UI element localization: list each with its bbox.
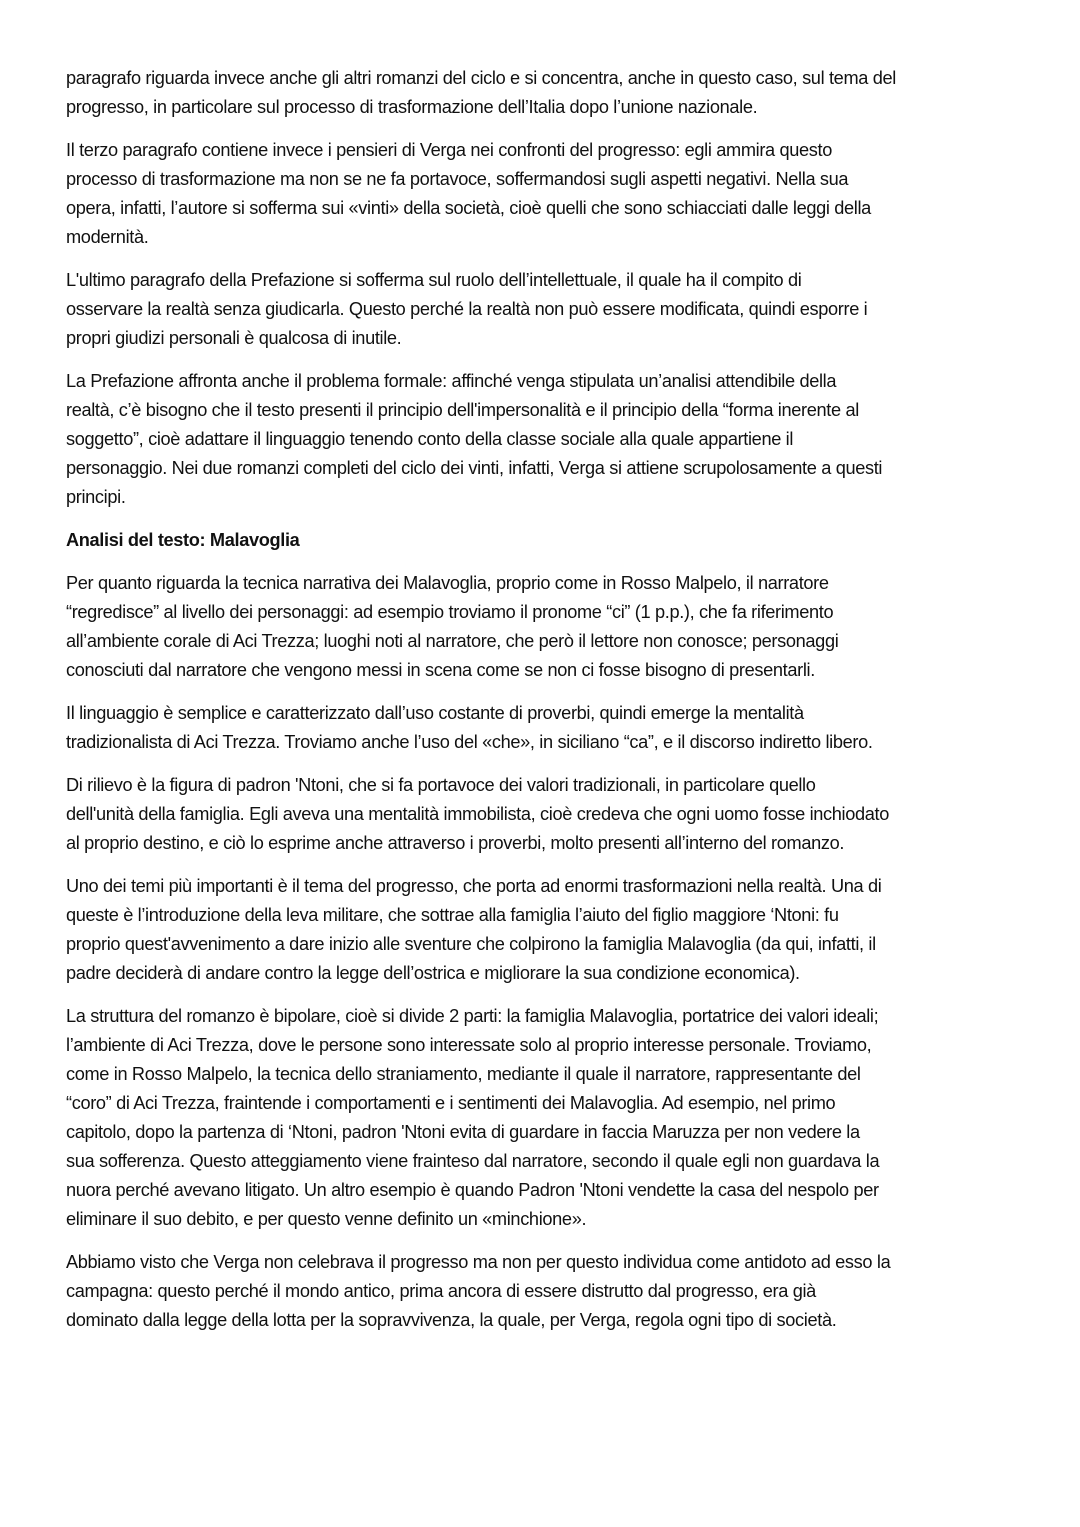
text-line: tradizionalista di Aci Trezza. Troviamo anche l’uso del «che», in siciliano “ca”, e il discorso indiretto libero.: [66, 732, 873, 752]
paragraph-language: [66, 699, 1026, 757]
paragraph-last-section: [66, 266, 1026, 353]
text-line: progresso, in particolare sul processo di trasformazione dell’Italia dopo l’unione nazionale.: [66, 97, 758, 117]
text-line: come in Rosso Malpelo, la tecnica dello straniamento, mediante il quale il narratore, rappresentante del: [66, 1064, 861, 1084]
text-line: capitolo, dopo la partenza di ‘Ntoni, padron 'Ntoni evita di guardare in faccia Maruzza per non vedere la: [66, 1122, 860, 1142]
text-line: soggetto”, cioè adattare il linguaggio tenendo conto della classe sociale alla quale appartiene il: [66, 429, 794, 449]
text-line: modernità.: [66, 227, 149, 247]
section-heading: Analisi del testo: Malavoglia: [66, 530, 300, 550]
text-line: personaggio. Nei due romanzi completi del ciclo dei vinti, infatti, Verga si attiene scrupolosamente a questi: [66, 458, 883, 478]
text-line: propri giudizi personali è qualcosa di inutile.: [66, 328, 402, 348]
paragraph-narrative-technique: [66, 569, 1026, 685]
text-line: “regredisce” al livello dei personaggi: ad esempio troviamo il pronome “ci” (1 p.p.), che fa riferimento: [66, 602, 834, 622]
text-line: opera, infatti, l’autore si sofferma sui «vinti» della società, cioè quelli che sono schiacciati dalle leggi della: [66, 198, 871, 218]
text-line: dell'unità della famiglia. Egli aveva una mentalità immobilista, cioè credeva che ogni uomo fosse inchiodato: [66, 804, 889, 824]
text-line: nuora perché avevano litigato. Un altro esempio è quando Padron 'Ntoni vendette la casa del nespolo per: [66, 1180, 879, 1200]
text-line: eliminare il suo debito, e per questo venne definito un «minchione».: [66, 1209, 587, 1229]
text-line: “coro” di Aci Trezza, fraintende i comportamenti e i sentimenti dei Malavoglia. Ad esempio, nel primo: [66, 1093, 836, 1113]
document-page: [66, 64, 1026, 1349]
paragraph-progress-theme: [66, 872, 1026, 988]
text-line: conosciuti dal narratore che vengono messi in scena come se non ci fosse bisogno di presentarli.: [66, 660, 815, 680]
paragraph-formal-problem: [66, 367, 1026, 512]
text-line: al proprio destino, e ciò lo esprime anche attraverso i proverbi, molto presenti all’interno del romanzo.: [66, 833, 845, 853]
text-line: Per quanto riguarda la tecnica narrativa dei Malavoglia, proprio come in Rosso Malpelo, il narratore: [66, 573, 829, 593]
text-line: l’ambiente di Aci Trezza, dove le persone sono interessate solo al proprio interesse personale. Troviamo,: [66, 1035, 872, 1055]
text-line: La struttura del romanzo è bipolare, cioè si divide 2 parti: la famiglia Malavoglia, portatrice dei valori ideali;: [66, 1006, 879, 1026]
text-line: proprio quest'avvenimento a dare inizio alle sventure che colpirono la famiglia Malavoglia (da qui, infatti, il: [66, 934, 876, 954]
text-line: all’ambiente corale di Aci Trezza; luoghi noti al narratore, che però il lettore non conosce; personaggi: [66, 631, 839, 651]
paragraph-conclusion: [66, 1248, 1026, 1335]
text-line: La Prefazione affronta anche il problema formale: affinché venga stipulata un’analisi attendibile della: [66, 371, 837, 391]
text-line: dominato dalla legge della lotta per la sopravvivenza, la quale, per Verga, regola ogni tipo di società.: [66, 1310, 837, 1330]
paragraph-structure: [66, 1002, 1026, 1234]
text-line: Abbiamo visto che Verga non celebrava il progresso ma non per questo individua come antidoto ad esso la: [66, 1252, 891, 1272]
text-line: paragrafo riguarda invece anche gli altri romanzi del ciclo e si concentra, anche in questo caso, sul tema del: [66, 68, 896, 88]
paragraph-padron-ntoni: [66, 771, 1026, 858]
text-line: Il terzo paragrafo contiene invece i pensieri di Verga nei confronti del progresso: egli ammira questo: [66, 140, 833, 160]
text-line: Di rilievo è la figura di padron 'Ntoni, che si fa portavoce dei valori tradizionali, in particolare quello: [66, 775, 816, 795]
paragraph-third-section: [66, 136, 1026, 252]
text-line: principi.: [66, 487, 126, 507]
text-line: L'ultimo paragrafo della Prefazione si sofferma sul ruolo dell’intellettuale, il quale ha il compito di: [66, 270, 802, 290]
text-line: padre deciderà di andare contro la legge dell’ostrica e migliorare la sua condizione economica).: [66, 963, 800, 983]
text-line: campagna: questo perché il mondo antico, prima ancora di essere distrutto dal progresso, era già: [66, 1281, 816, 1301]
text-line: realtà, c’è bisogno che il testo presenti il principio dell'impersonalità e il principio della “forma inerente al: [66, 400, 859, 420]
text-line: queste è l’introduzione della leva militare, che sottrae alla famiglia l’aiuto del figlio maggiore ‘Ntoni: fu: [66, 905, 839, 925]
paragraph-progress-cycle: [66, 64, 1026, 122]
text-line: sua sofferenza. Questo atteggiamento viene frainteso dal narratore, secondo il quale egli non guardava la: [66, 1151, 880, 1171]
text-line: Il linguaggio è semplice e caratterizzato dall’uso costante di proverbi, quindi emerge la mentalità: [66, 703, 804, 723]
text-line: processo di trasformazione ma non se ne fa portavoce, soffermandosi sugli aspetti negativi. Nella sua: [66, 169, 849, 189]
text-line: osservare la realtà senza giudicarla. Questo perché la realtà non può essere modificata, quindi esporre i: [66, 299, 868, 319]
text-line: Uno dei temi più importanti è il tema del progresso, che porta ad enormi trasformazioni nella realtà. Una di: [66, 876, 882, 896]
